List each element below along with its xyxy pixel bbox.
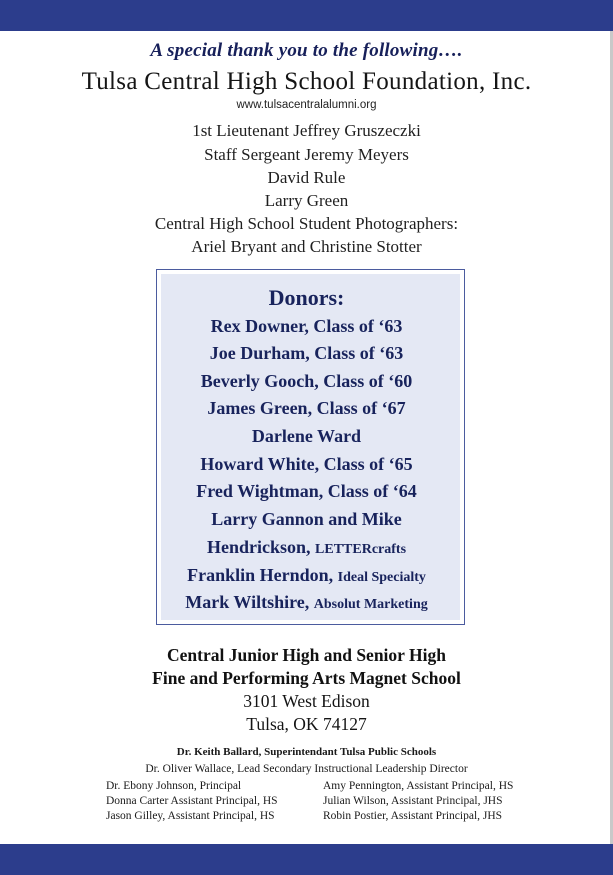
school-city-state-zip: Tulsa, OK 74127 xyxy=(246,714,367,734)
donor-organization: Absolut Marketing xyxy=(313,597,428,612)
director-line: Dr. Oliver Wallace, Lead Secondary Instructional Leadership Director xyxy=(145,763,468,775)
staff-member: Robin Postier, Assistant Principal, JHS xyxy=(323,810,503,822)
donor-entry: Rex Downer, Class of ‘63 xyxy=(210,316,403,336)
bottom-color-band xyxy=(0,844,613,875)
donor-entry xyxy=(0,592,613,613)
donor-entry: Howard White, Class of ‘65 xyxy=(200,454,413,474)
staff-member: Jason Gilley, Assistant Principal, HS xyxy=(106,810,275,822)
credit-line: 1st Lieutenant Jeffrey Gruszeczki xyxy=(192,121,421,140)
foundation-name: Tulsa Central High School Foundation, Inc. xyxy=(81,68,532,95)
donors-title: Donors: xyxy=(268,285,345,310)
staff-member: Julian Wilson, Assistant Principal, JHS xyxy=(323,795,503,807)
donor-entry: Joe Durham, Class of ‘63 xyxy=(209,343,404,363)
donor-entry: Darlene Ward xyxy=(251,426,362,446)
credit-line: Ariel Bryant and Christine Stotter xyxy=(191,237,422,256)
donor-name: Hendrickson, xyxy=(206,537,311,557)
superintendent-line: Dr. Keith Ballard, Superintendant Tulsa Public Schools xyxy=(176,746,437,758)
donor-organization: LETTERcrafts xyxy=(315,542,407,557)
staff-member: Donna Carter Assistant Principal, HS xyxy=(106,795,278,807)
thank-you-heading: A special thank you to the following…. xyxy=(150,40,463,61)
credit-line: Larry Green xyxy=(264,191,349,210)
foundation-website: www.tulsacentralalumni.org xyxy=(236,99,377,111)
staff-member: Amy Pennington, Assistant Principal, HS xyxy=(323,780,514,792)
top-color-band xyxy=(0,0,613,31)
staff-member: Dr. Ebony Johnson, Principal xyxy=(106,780,242,792)
school-name-line-1: Central Junior High and Senior High xyxy=(167,645,446,665)
credit-line: David Rule xyxy=(267,168,346,187)
donor-entry: James Green, Class of ‘67 xyxy=(207,398,406,418)
school-street-address: 3101 West Edison xyxy=(243,691,370,711)
school-name-line-2: Fine and Performing Arts Magnet School xyxy=(152,668,461,688)
donor-name: Franklin Herndon, xyxy=(187,565,334,585)
donor-entry: Beverly Gooch, Class of ‘60 xyxy=(200,371,413,391)
donor-name: Mark Wiltshire, xyxy=(185,592,310,612)
donor-entry: Fred Wightman, Class of ‘64 xyxy=(196,481,417,501)
credit-line: Staff Sergeant Jeremy Meyers xyxy=(204,145,409,164)
donor-organization: Ideal Specialty xyxy=(337,570,426,585)
donor-entry: Larry Gannon and Mike xyxy=(211,509,402,529)
credit-line: Central High School Student Photographers: xyxy=(154,214,459,233)
donor-entry xyxy=(0,537,613,558)
donor-entry xyxy=(0,565,613,586)
